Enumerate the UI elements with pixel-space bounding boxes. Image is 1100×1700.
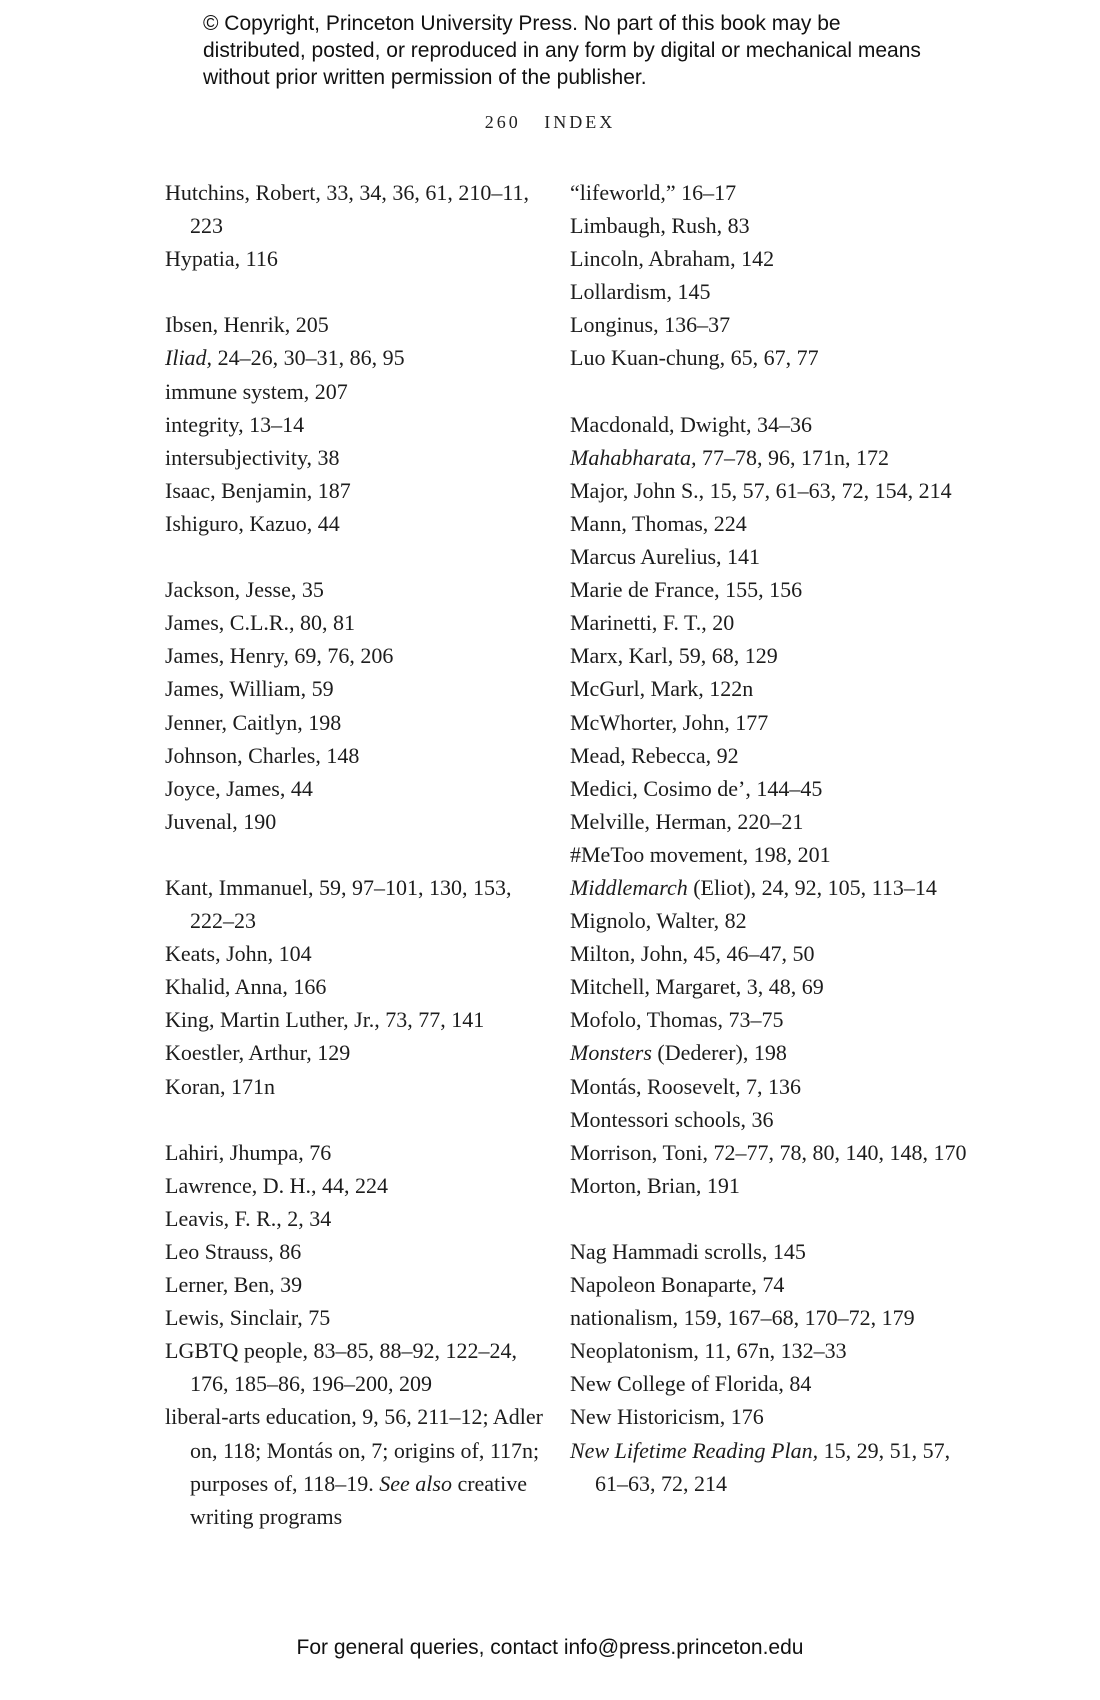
index-entry xyxy=(165,242,545,275)
index-entry xyxy=(570,805,970,838)
entry-text: New Historicism, 176 xyxy=(570,1404,764,1430)
index-entry xyxy=(570,1136,970,1169)
entry-title-italic: Mahabharata, xyxy=(570,444,697,470)
entry-text: Juvenal, 190 xyxy=(165,808,277,834)
index-entry xyxy=(165,871,545,937)
entry-text: intersubjectivity, 38 xyxy=(165,444,340,470)
entry-text: “lifeworld,” 16–17 xyxy=(570,180,737,205)
index-entry xyxy=(570,1334,970,1367)
entry-text: Macdonald, Dwight, 34–36 xyxy=(570,411,812,437)
index-entry xyxy=(165,805,545,838)
entry-text: Lawrence, D. H., 44, 224 xyxy=(165,1172,388,1198)
index-entry xyxy=(570,1036,970,1069)
entry-text: #MeToo movement, 198, 201 xyxy=(570,841,831,867)
entry-text: Keats, John, 104 xyxy=(165,941,312,967)
index-entry xyxy=(570,507,970,540)
index-entry xyxy=(165,606,545,639)
index-entry xyxy=(165,706,545,739)
see-also-target: creative writing programs xyxy=(190,1470,528,1529)
index-entry xyxy=(570,474,970,507)
index-column-left xyxy=(165,176,545,1533)
entry-text: nationalism, 159, 167–68, 170–72, 179 xyxy=(570,1305,915,1331)
index-entry xyxy=(570,209,970,242)
entry-text: Luo Kuan-chung, 65, 67, 77 xyxy=(570,345,819,371)
letter-group-gap xyxy=(570,375,970,408)
entry-text: Montás, Roosevelt, 7, 136 xyxy=(570,1073,801,1099)
entry-text: Khalid, Anna, 166 xyxy=(165,974,327,1000)
index-entry xyxy=(570,1169,970,1202)
entry-text: James, C.L.R., 80, 81 xyxy=(165,610,356,636)
index-entry xyxy=(165,970,545,1003)
index-entry xyxy=(165,308,545,341)
index-entry xyxy=(570,1301,970,1334)
letter-group-gap xyxy=(165,838,545,871)
entry-text: (Dederer), 198 xyxy=(651,1040,787,1066)
index-entry xyxy=(570,1434,970,1500)
index-entry xyxy=(165,507,545,540)
entry-text: New College of Florida, 84 xyxy=(570,1371,812,1397)
entry-text: LGBTQ people, 83–85, 88–92, 122–24, 176, 185–86, 196–200, 209 xyxy=(165,1338,517,1397)
index-entry xyxy=(570,408,970,441)
index-entry xyxy=(165,1136,545,1169)
index-entry xyxy=(570,1400,970,1433)
index-entry xyxy=(165,375,545,408)
section-title: INDEX xyxy=(544,112,616,132)
index-column-right xyxy=(570,176,970,1500)
entry-text: Leo Strauss, 86 xyxy=(165,1239,302,1264)
index-entry xyxy=(570,242,970,275)
entry-text: Koestler, Arthur, 129 xyxy=(165,1040,351,1066)
index-entry xyxy=(165,573,545,606)
index-entry xyxy=(570,970,970,1003)
index-entry xyxy=(570,937,970,970)
index-entry xyxy=(570,838,970,871)
entry-text: Medici, Cosimo de’, 144–45 xyxy=(570,775,823,801)
entry-text: Koran, 171n xyxy=(165,1073,275,1099)
entry-text: McWhorter, John, 177 xyxy=(570,709,769,735)
entry-text: liberal-arts education, 9, 56, 211–12; Adler on, 118; Montás on, 7; origins of, 117n; purposes of, 118–19. xyxy=(165,1404,543,1496)
entry-text: Major, John S., 15, 57, 61–63, 72, 154, 214 xyxy=(570,477,952,503)
entry-text: 77–78, 96, 171n, 172 xyxy=(696,444,889,470)
entry-text: King, Martin Luther, Jr., 73, 77, 141 xyxy=(165,1007,485,1033)
entry-text: Ibsen, Henrik, 205 xyxy=(165,312,329,338)
entry-text: Hutchins, Robert, 33, 34, 36, 61, 210–11, 223 xyxy=(165,180,529,239)
entry-text: immune system, 207 xyxy=(165,378,348,404)
index-entry xyxy=(570,1070,970,1103)
index-entry xyxy=(570,1268,970,1301)
entry-text: Mead, Rebecca, 92 xyxy=(570,742,739,768)
entry-text: Morton, Brian, 191 xyxy=(570,1172,740,1198)
index-entry xyxy=(570,1103,970,1136)
entry-text: Lincoln, Abraham, 142 xyxy=(570,246,775,272)
copyright-notice: © Copyright, Princeton University Press. No part of this book may be distributed, posted, or reproduced in any form by digital or mechanical means without prior written permission of the publisher. xyxy=(203,12,921,89)
index-entry xyxy=(570,540,970,573)
entry-text: Nag Hammadi scrolls, 145 xyxy=(570,1239,806,1264)
index-entry xyxy=(570,441,970,474)
index-entry xyxy=(570,739,970,772)
index-entry xyxy=(165,408,545,441)
entry-text: Isaac, Benjamin, 187 xyxy=(165,477,351,503)
entry-text: Neoplatonism, 11, 67n, 132–33 xyxy=(570,1338,847,1364)
entry-text: (Eliot), 24, 92, 105, 113–14 xyxy=(687,874,937,900)
entry-text: Montessori schools, 36 xyxy=(570,1106,774,1132)
index-entry xyxy=(165,739,545,772)
entry-text: Ishiguro, Kazuo, 44 xyxy=(165,510,340,536)
entry-text: Mitchell, Margaret, 3, 48, 69 xyxy=(570,974,824,1000)
index-entry xyxy=(570,1367,970,1400)
index-entry xyxy=(165,1070,545,1103)
running-head xyxy=(0,112,1100,133)
entry-text: 15, 29, 51, 57, 61–63, 72, 214 xyxy=(595,1437,951,1496)
see-also-label: See also xyxy=(379,1470,452,1496)
index-entry xyxy=(570,639,970,672)
index-entry xyxy=(570,871,970,904)
entry-text: Jackson, Jesse, 35 xyxy=(165,577,324,603)
index-entry xyxy=(570,606,970,639)
index-entry xyxy=(165,639,545,672)
index-entry xyxy=(165,341,545,374)
index-entry xyxy=(570,772,970,805)
index-entry xyxy=(570,176,970,209)
letter-group-gap xyxy=(165,1103,545,1136)
page-number: 260 xyxy=(484,112,521,132)
index-entry xyxy=(165,1334,545,1400)
entry-text: Marie de France, 155, 156 xyxy=(570,577,803,603)
entry-text: Joyce, James, 44 xyxy=(165,775,313,801)
entry-text: Morrison, Toni, 72–77, 78, 80, 140, 148, 170 xyxy=(570,1139,967,1165)
index-entry xyxy=(165,937,545,970)
index-entry xyxy=(165,176,545,242)
entry-text: Napoleon Bonaparte, 74 xyxy=(570,1272,785,1298)
entry-title-italic: New Lifetime Reading Plan, xyxy=(570,1437,819,1463)
entry-title-italic: Middlemarch xyxy=(570,874,688,900)
index-entry xyxy=(165,1400,545,1532)
entry-text: Jenner, Caitlyn, 198 xyxy=(165,709,342,735)
entry-text: Kant, Immanuel, 59, 97–101, 130, 153, 222–23 xyxy=(165,874,512,934)
entry-text: Johnson, Charles, 148 xyxy=(165,742,360,768)
index-entry xyxy=(165,1202,545,1235)
entry-text: Longinus, 136–37 xyxy=(570,312,731,338)
footer-contact: For general queries, contact info@press.princeton.edu xyxy=(296,1636,804,1659)
entry-text: McGurl, Mark, 122n xyxy=(570,676,754,702)
entry-text: Milton, John, 45, 46–47, 50 xyxy=(570,941,815,967)
index-entry xyxy=(165,1301,545,1334)
index-entry xyxy=(165,1169,545,1202)
index-entry xyxy=(570,1003,970,1036)
index-entry xyxy=(165,1036,545,1069)
index-entry xyxy=(570,341,970,374)
entry-text: Mofolo, Thomas, 73–75 xyxy=(570,1007,784,1033)
entry-text: Leavis, F. R., 2, 34 xyxy=(165,1205,332,1231)
index-entry xyxy=(570,1235,970,1268)
index-entry xyxy=(165,1235,545,1268)
entry-text: Lollardism, 145 xyxy=(570,279,711,305)
entry-text: Mignolo, Walter, 82 xyxy=(570,908,747,934)
index-entry xyxy=(165,441,545,474)
entry-text: Hypatia, 116 xyxy=(165,246,278,272)
index-entry xyxy=(570,672,970,705)
index-entry xyxy=(570,904,970,937)
entry-text: Marx, Karl, 59, 68, 129 xyxy=(570,643,778,669)
entry-text: 24–26, 30–31, 86, 95 xyxy=(212,345,405,371)
letter-group-gap xyxy=(165,275,545,308)
entry-text: Marcus Aurelius, 141 xyxy=(570,544,761,570)
entry-text: James, Henry, 69, 76, 206 xyxy=(165,643,394,669)
entry-text: Lahiri, Jhumpa, 76 xyxy=(165,1139,332,1165)
index-entry xyxy=(165,772,545,805)
entry-text: Mann, Thomas, 224 xyxy=(570,510,747,536)
index-entry xyxy=(570,706,970,739)
entry-text: Lerner, Ben, 39 xyxy=(165,1272,303,1298)
index-entry xyxy=(570,308,970,341)
index-entry xyxy=(570,275,970,308)
entry-title-italic: Monsters xyxy=(570,1040,652,1066)
letter-group-gap xyxy=(165,540,545,573)
entry-text: integrity, 13–14 xyxy=(165,411,305,437)
entry-title-italic: Iliad, xyxy=(165,345,213,371)
index-entry xyxy=(165,1003,545,1036)
entry-text: Melville, Herman, 220–21 xyxy=(570,808,804,834)
index-entry xyxy=(570,573,970,606)
entry-text: Limbaugh, Rush, 83 xyxy=(570,213,750,239)
entry-text: James, William, 59 xyxy=(165,676,334,702)
index-entry xyxy=(165,474,545,507)
entry-text: Lewis, Sinclair, 75 xyxy=(165,1305,331,1331)
index-entry xyxy=(165,1268,545,1301)
letter-group-gap xyxy=(570,1202,970,1235)
index-entry xyxy=(165,672,545,705)
entry-text: Marinetti, F. T., 20 xyxy=(570,610,735,636)
